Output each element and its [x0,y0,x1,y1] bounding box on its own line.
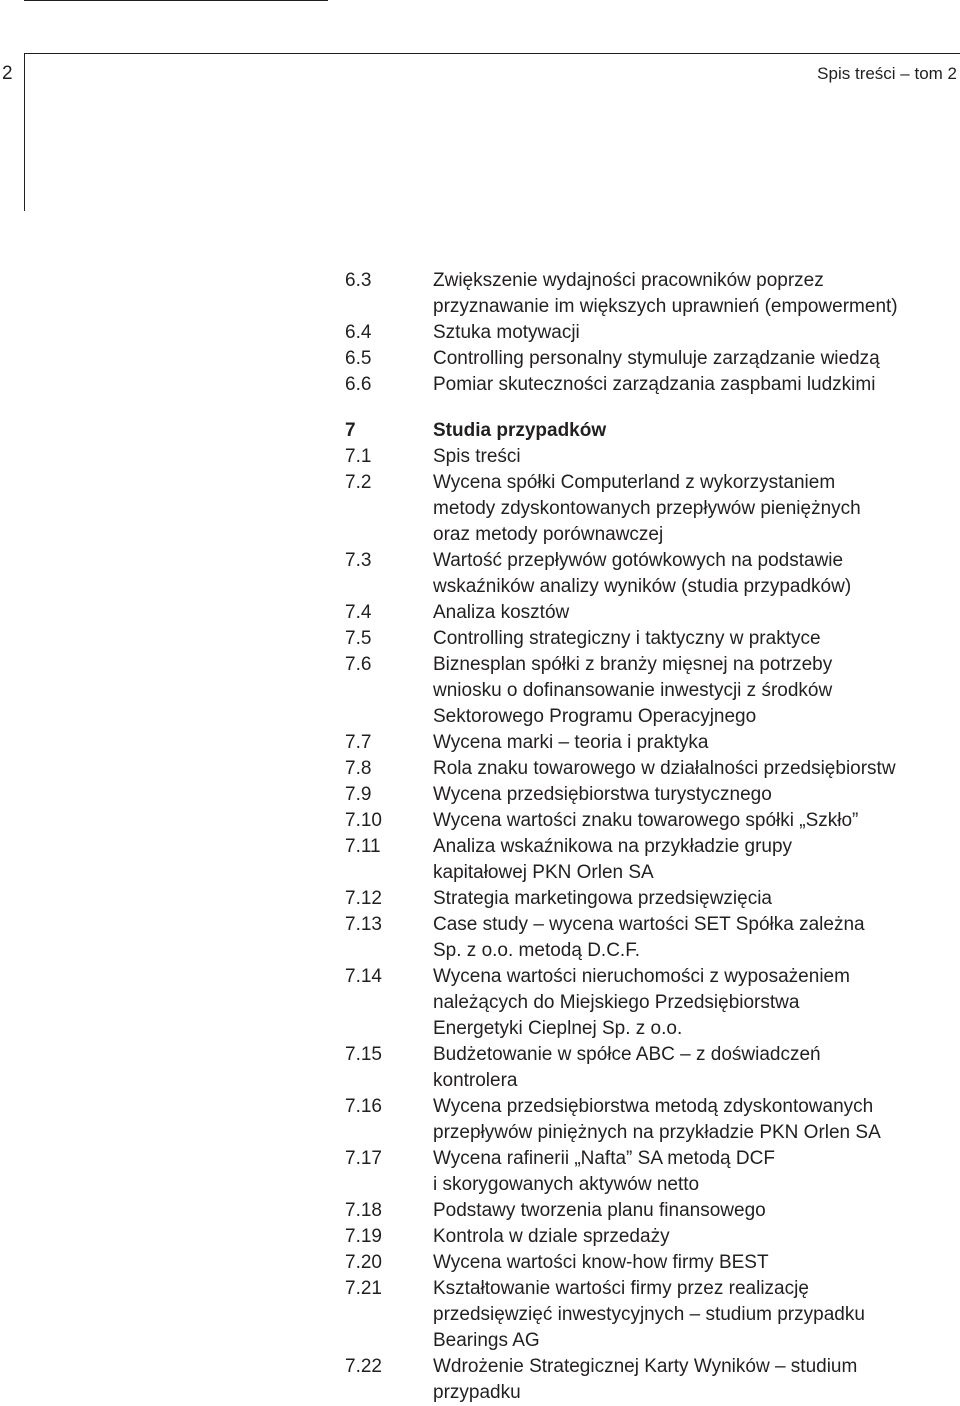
toc-title: Wdrożenie Strategicznej Karty Wyników – studium przypadku [433,1356,858,1403]
toc-entry [345,964,960,1042]
toc-title: Analiza wskaźnikowa na przykładzie grupy kapitałowej PKN Orlen SA [433,836,793,883]
toc-entry [345,730,960,756]
toc-number: 7.18 [345,1200,382,1221]
toc-number: 7.20 [345,1252,382,1273]
toc-title: Wycena przedsiębiorstwa turystycznego [433,784,772,805]
toc-entry [345,1042,960,1094]
toc-entry [345,626,960,652]
toc-number: 6.3 [345,270,372,291]
toc-number: 7.8 [345,758,372,779]
toc-entry [345,1094,960,1146]
page-number: 2 [2,63,13,84]
toc-number: 7.4 [345,602,372,623]
top-rule [24,0,328,1]
toc-title: Wycena marki – teoria i praktyka [433,732,709,753]
toc-title: Pomiar skuteczności zarządzania zaspbami ludzkimi [433,374,876,395]
toc-number: 7.10 [345,810,382,831]
toc-number: 7.2 [345,472,372,493]
toc-entry [345,346,960,372]
toc-number: 7.17 [345,1148,382,1169]
toc-number: 7.15 [345,1044,382,1065]
toc-title: Biznesplan spółki z branży mięsnej na potrzeby wniosku o dofinansowanie inwestycji z środków Sektorowego Programu Operacyjnego [433,654,833,727]
toc-number: 7.21 [345,1278,382,1299]
toc-entry [345,886,960,912]
toc-entry [345,912,960,964]
toc-title: Rola znaku towarowego w działalności przedsiębiorstw [433,758,896,779]
toc-number: 7.6 [345,654,372,675]
toc-entry [345,600,960,626]
toc-entry [345,834,960,886]
toc-title: Wycena spółki Computerland z wykorzystaniem metody zdyskontowanych przepływów pieniężnych oraz metody porównawczej [433,472,861,545]
toc-entry [345,1224,960,1250]
table-of-contents [345,268,960,1406]
toc-number: 7.3 [345,550,372,571]
toc-title: Controlling personalny stymuluje zarządzanie wiedzą [433,348,880,369]
toc-entry [345,1354,960,1406]
toc-number: 6.4 [345,322,372,343]
margin-rule [24,53,25,211]
toc-title: Analiza kosztów [433,602,570,623]
toc-title: Wycena wartości znaku towarowego spółki „Szkło” [433,810,859,831]
toc-title: Wycena przedsiębiorstwa metodą zdyskontowanych przepływów piniężnych na przykładzie PKN Orlen SA [433,1096,881,1143]
toc-title: Case study – wycena wartości SET Spółka zależna Sp. z o.o. metodą D.C.F. [433,914,865,961]
running-head: Spis treści – tom 2 [817,64,957,83]
toc-entry [345,320,960,346]
toc-entry [345,782,960,808]
toc-number: 7.14 [345,966,382,987]
toc-title: Strategia marketingowa przedsięwzięcia [433,888,772,909]
toc-number: 7.13 [345,914,382,935]
toc-number: 6.5 [345,348,372,369]
toc-entry [345,652,960,730]
toc-entry [345,1276,960,1354]
toc-number: 7.19 [345,1226,382,1247]
toc-number: 7.1 [345,446,372,467]
toc-title: Zwiększenie wydajności pracowników poprzez przyznawanie im większych uprawnień (empowerment) [433,270,898,317]
toc-entry [345,1198,960,1224]
toc-number: 7.16 [345,1096,382,1117]
toc-entry [345,268,960,320]
toc-number: 7.12 [345,888,382,909]
toc-title: Spis treści [433,446,521,467]
toc-number: 6.6 [345,374,372,395]
toc-title: Wycena wartości know-how firmy BEST [433,1252,769,1273]
toc-title: Controlling strategiczny i taktyczny w praktyce [433,628,821,649]
toc-title: Budżetowanie w spółce ABC – z doświadczeń kontrolera [433,1044,821,1091]
toc-title: Wartość przepływów gotówkowych na podstawie wskaźników analizy wyników (studia przypadków) [433,550,852,597]
toc-number: 7 [345,420,356,441]
toc-entry [345,372,960,398]
toc-entry [345,756,960,782]
toc-entry [345,1146,960,1198]
toc-title: Kontrola w dziale sprzedaży [433,1226,670,1247]
toc-chapter-heading [345,418,960,444]
toc-title: Podstawy tworzenia planu finansowego [433,1200,766,1221]
toc-title: Wycena wartości nieruchomości z wyposażeniem należących do Miejskiego Przedsiębiorstwa Energetyki Cieplnej Sp. z o.o. [433,966,850,1039]
toc-number: 7.7 [345,732,372,753]
toc-number: 7.22 [345,1356,382,1377]
toc-title: Wycena rafinerii „Nafta” SA metodą DCF i skorygowanych aktywów netto [433,1148,775,1195]
toc-entry [345,470,960,548]
toc-entry [345,444,960,470]
toc-number: 7.9 [345,784,372,805]
toc-number: 7.5 [345,628,372,649]
toc-title: Sztuka motywacji [433,322,580,343]
toc-entry [345,1250,960,1276]
toc-title: Studia przypadków [433,420,607,441]
toc-entry [345,808,960,834]
toc-entry [345,548,960,600]
toc-title: Kształtowanie wartości firmy przez realizację przedsięwzięć inwestycyjnych – studium przypadku Bearings AG [433,1278,865,1351]
header-rule [24,53,960,54]
toc-number: 7.11 [345,836,381,857]
